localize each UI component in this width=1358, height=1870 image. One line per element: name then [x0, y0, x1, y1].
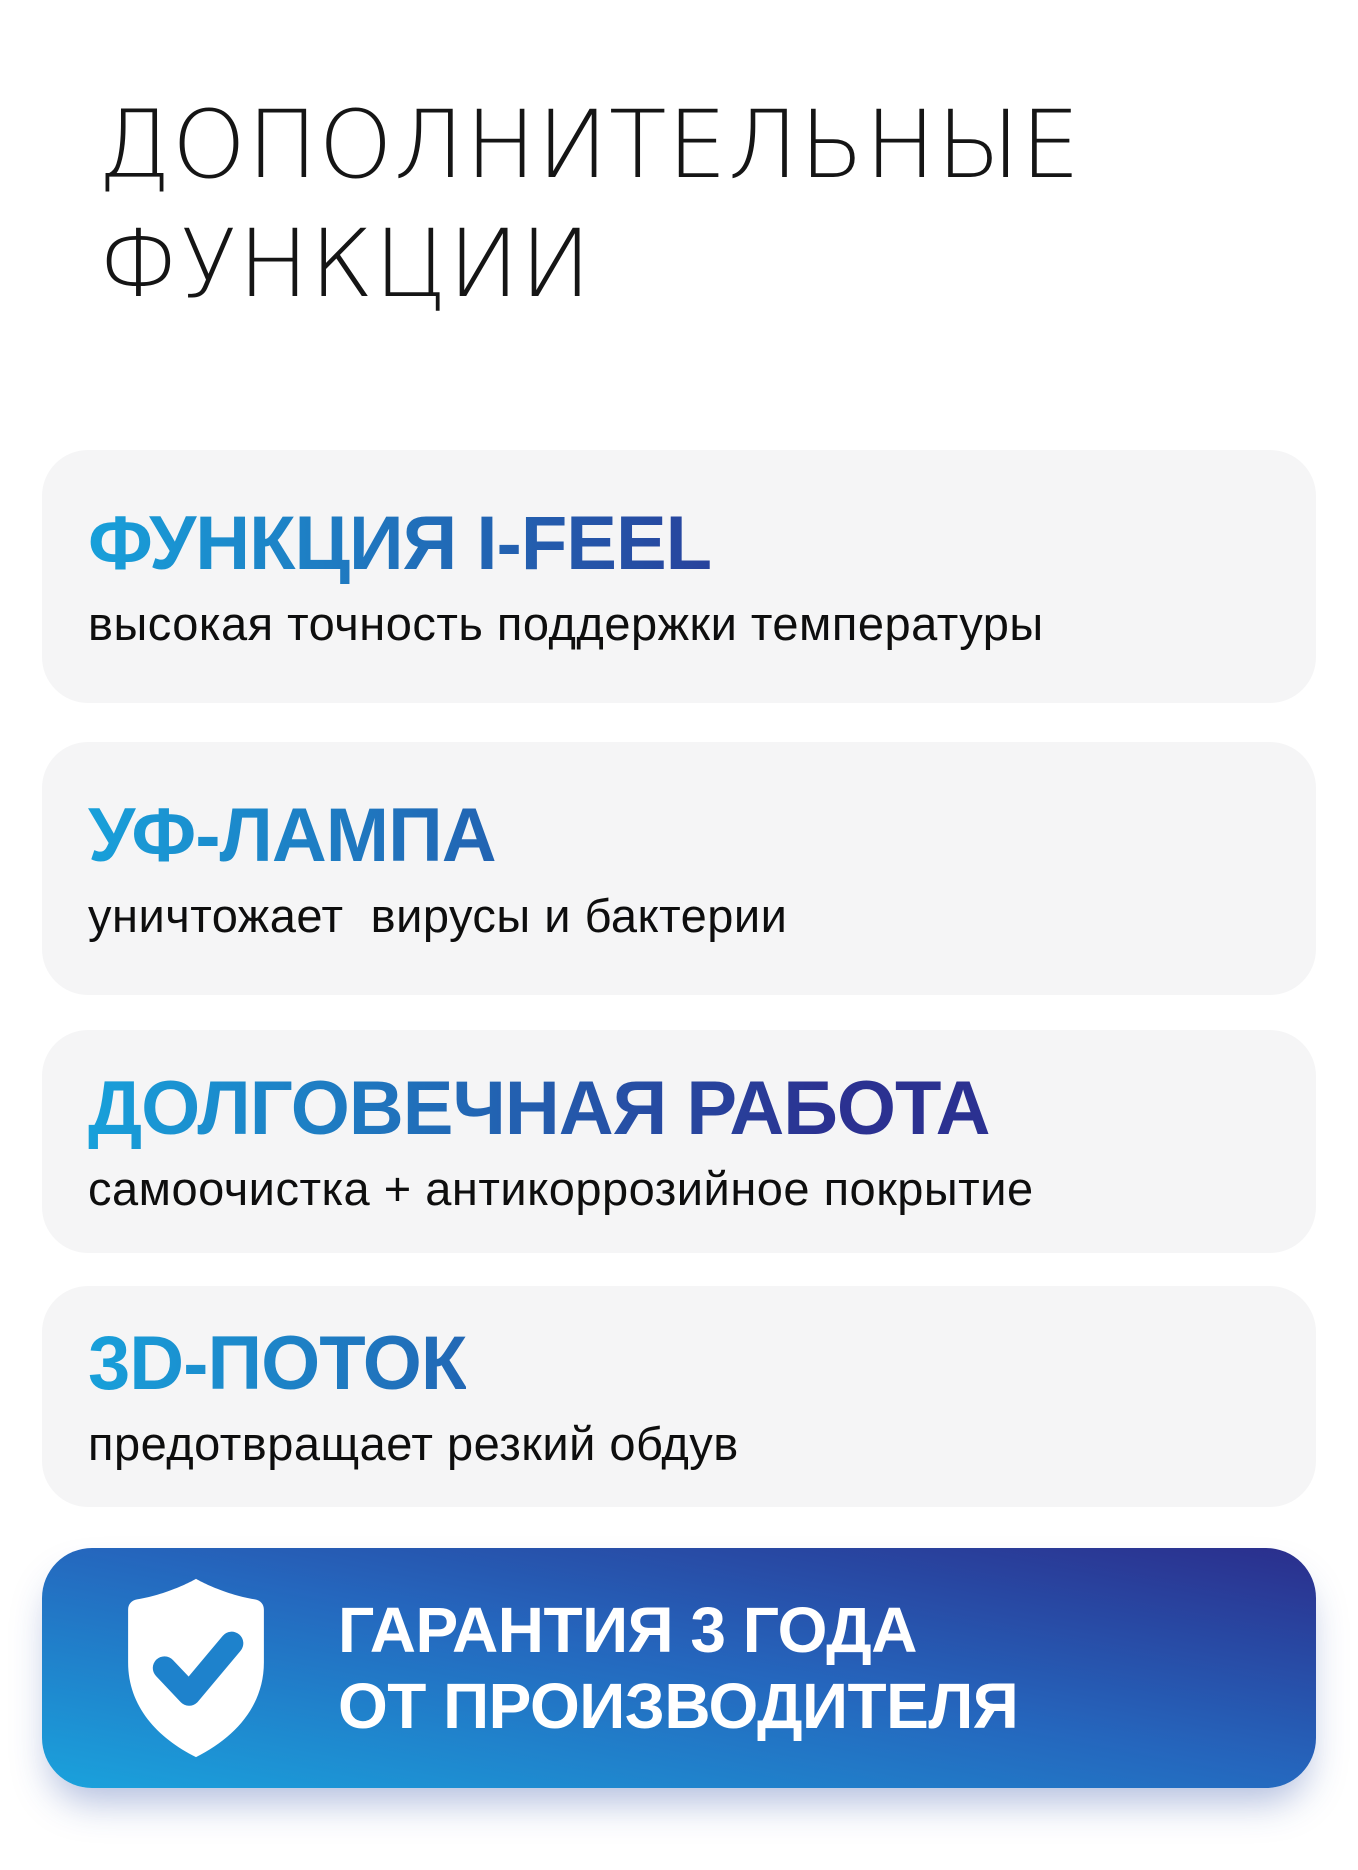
warranty-text [338, 1592, 1018, 1744]
shield-check-icon [112, 1572, 280, 1764]
feature-heading: 3D-ПОТОК [88, 1320, 467, 1406]
feature-card-uv-lamp [42, 742, 1316, 995]
feature-heading: ФУНКЦИЯ I-FEEL [88, 500, 712, 586]
warranty-banner [42, 1548, 1316, 1788]
feature-card-durability [42, 1030, 1316, 1253]
feature-heading: УФ-ЛАМПА [88, 792, 496, 878]
feature-subtitle: высокая точность поддержки температуры [88, 596, 1044, 650]
warranty-line-2: ОТ ПРОИЗВОДИТЕЛЯ [338, 1670, 1019, 1742]
feature-card-i-feel [42, 450, 1316, 703]
feature-card-3d-flow [42, 1286, 1316, 1507]
page-title-line-2: ФУНКЦИИ [98, 210, 593, 320]
feature-subtitle: уничтожает вирусы и бактерии [88, 888, 788, 942]
feature-subtitle: предотвращает резкий обдув [88, 1416, 739, 1470]
feature-subtitle: самоочистка + антикоррозийное покрытие [88, 1161, 1034, 1215]
page-title-line-1: ДОПОЛНИТЕЛЬНЫЕ [98, 91, 1081, 200]
warranty-line-1: ГАРАНТИЯ 3 ГОДА [338, 1593, 917, 1666]
page-title [98, 86, 1081, 325]
feature-heading: ДОЛГОВЕЧНАЯ РАБОТА [88, 1065, 990, 1151]
